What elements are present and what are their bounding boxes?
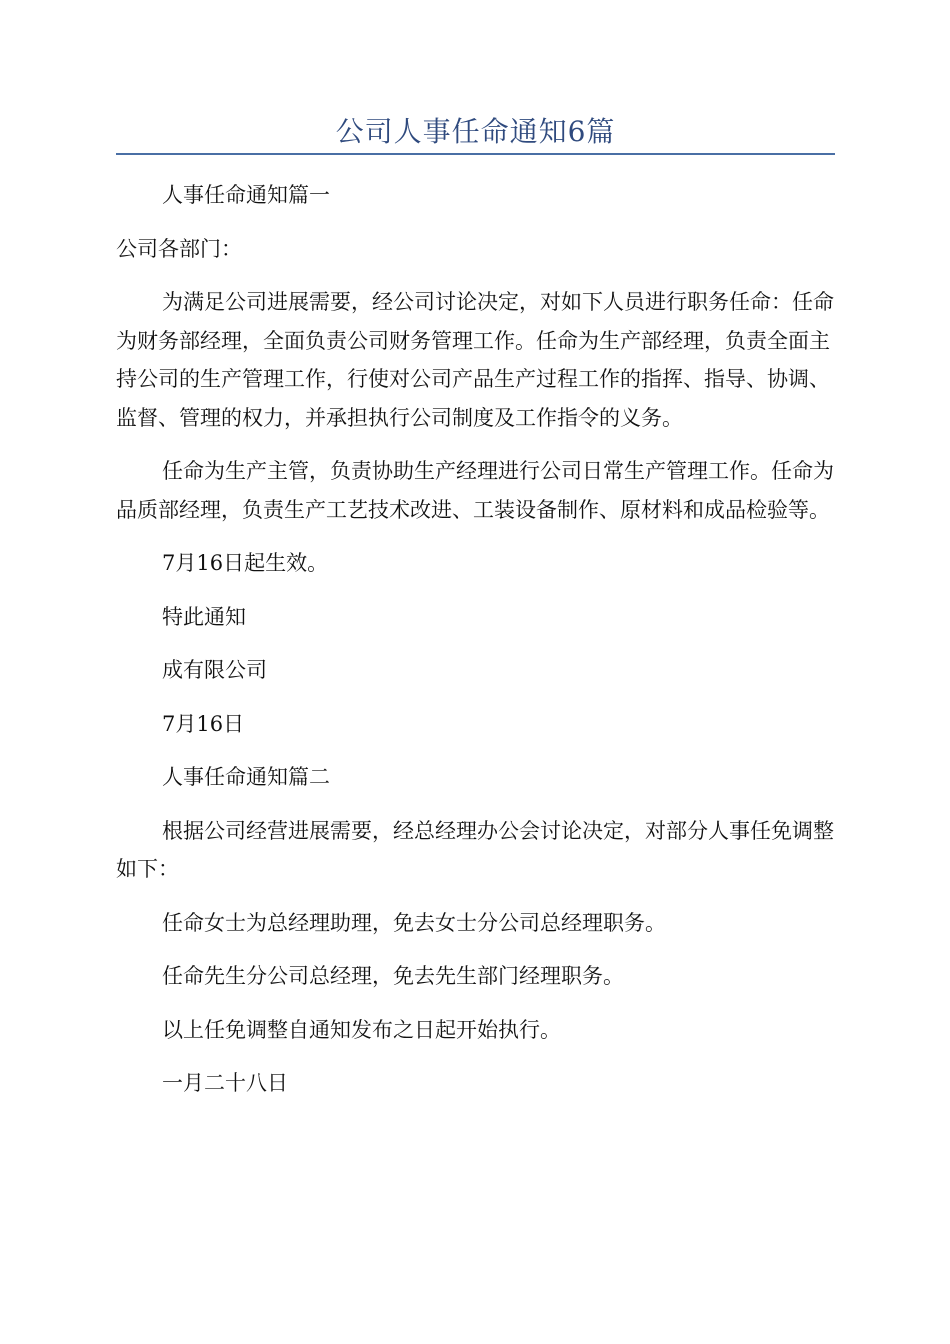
- paragraph-appointment-assistant: 任命女士为总经理助理，免去女士分公司总经理职务。: [162, 910, 666, 935]
- section-heading-1: 人事任命通知篇一: [162, 183, 330, 207]
- document-title: 公司人事任命通知6篇: [335, 115, 616, 148]
- paragraph-appointment-branch: 任命先生分公司总经理，免去先生部门经理职务。: [162, 964, 624, 988]
- paragraph-appointments-1: 为满足公司进展需要，经公司讨论决定，对如下人员进行职务任命：任命为财务部经理，全面负责公司财务管理工作。任命为生产部经理，负责全面主持公司的生产管理工作，行使对公司产品生产过程工作的指挥、指导、协调、监督、管理的权力，并承担执行公司制度及工作指令的义务。: [116, 290, 834, 430]
- section-heading-2: 人事任命通知篇二: [162, 765, 330, 789]
- paragraph-execution: 以上任免调整自通知发布之日起开始执行。: [162, 1017, 561, 1042]
- effective-date-line: 7月16日起生效。: [162, 551, 329, 575]
- closing-date: 一月二十八日: [162, 1071, 288, 1095]
- paragraph-appointments-2: 任命为生产主管，负责协助生产经理进行公司日常生产管理工作。任命为品质部经理，负责生产工艺技术改进、工装设备制作、原材料和成品检验等。: [116, 459, 834, 522]
- document-body: [116, 176, 836, 1118]
- signature-date: 7月16日: [162, 711, 245, 736]
- notice-closing: 特此通知: [162, 604, 246, 629]
- salutation: 公司各部门：: [116, 236, 242, 261]
- company-signature: 成有限公司: [162, 658, 267, 682]
- paragraph-adjustments-intro: 根据公司经营进展需要，经总经理办公会讨论决定，对部分人事任免调整如下：: [116, 818, 834, 881]
- title-underline: [116, 153, 835, 155]
